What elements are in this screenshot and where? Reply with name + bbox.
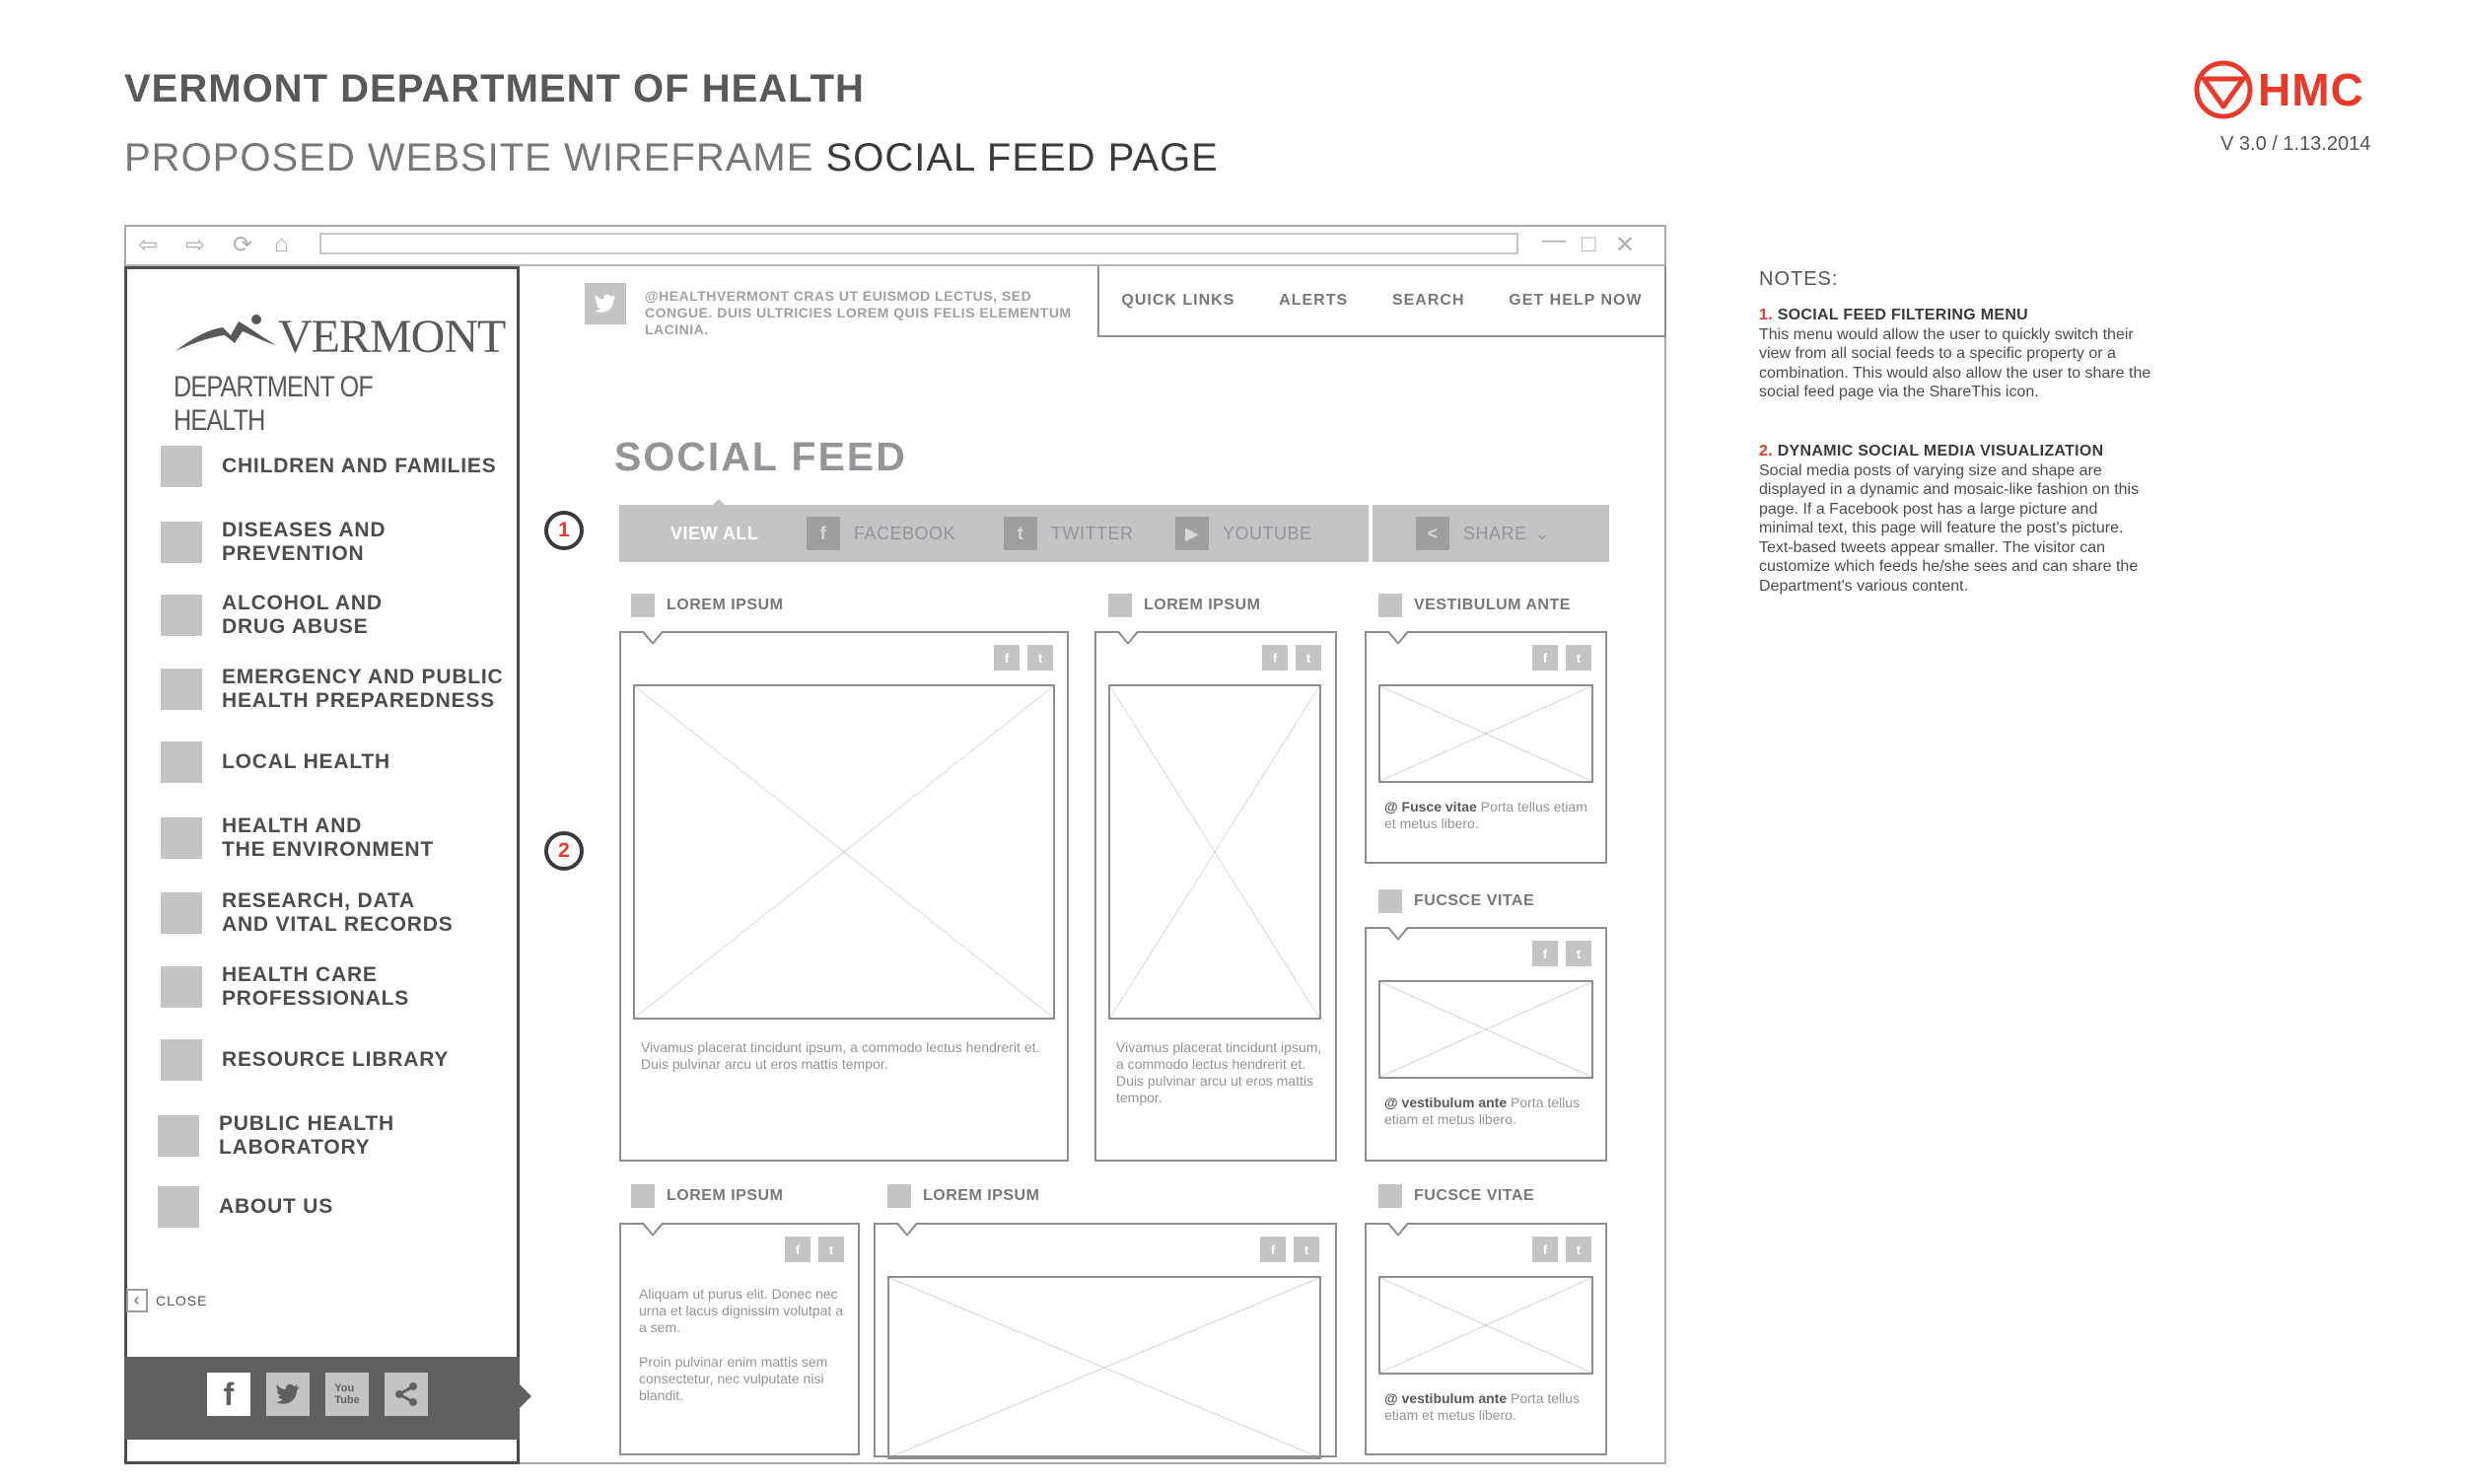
twitter-share-icon[interactable]: t: [818, 1237, 844, 1262]
card-notch: [895, 1223, 919, 1237]
note-1: [1759, 306, 2153, 402]
nav-square-icon: [161, 892, 202, 934]
twitter-share-icon[interactable]: t: [1566, 645, 1591, 671]
sidebar-item-children-and-families[interactable]: [161, 446, 497, 487]
nav-search[interactable]: SEARCH: [1391, 292, 1465, 309]
twitter-share-icon[interactable]: t: [1566, 1237, 1591, 1262]
card-text: Vivamus placerat tincidunt ipsum, a commodo lectus hendrerit et. Duis pulvinar arcu ut eros mattis tempor.: [1116, 1039, 1322, 1105]
card-label: [1108, 594, 1260, 617]
share-icon: <: [1416, 517, 1449, 550]
nav-square-icon: [161, 742, 202, 783]
card-text: [639, 1286, 850, 1404]
card-label-text: LOREM IPSUM: [667, 597, 784, 613]
mountain-icon: [174, 312, 284, 355]
card-label: [1378, 594, 1571, 617]
sidebar-social-bar: [124, 1357, 520, 1440]
note-body: This menu would allow the user to quickly switch their view from all social feeds to a specific property or a combination. This would also allow the user to share the social feed page via the ShareThis icon.: [1759, 325, 2151, 400]
image-placeholder: [887, 1276, 1321, 1459]
facebook-share-icon[interactable]: f: [785, 1237, 810, 1262]
facebook-share-icon[interactable]: f: [1532, 1237, 1558, 1262]
sidebar-item-label: DISEASES AND PREVENTION: [222, 519, 387, 565]
card-handle: @ Fusce vitae: [1384, 799, 1477, 814]
card-body: Porta tellus etiam et metus libero.: [1384, 1095, 1581, 1127]
twitter-share-icon[interactable]: t: [1294, 1237, 1319, 1262]
source-icon: [887, 1184, 911, 1208]
sidebar-item-resource-library[interactable]: [161, 1039, 449, 1081]
social-bar-pointer: [520, 1384, 531, 1408]
card-label-text: FUCSCE VITAE: [1414, 1187, 1535, 1204]
sidebar-item-label: HEALTH AND THE ENVIRONMENT: [222, 814, 435, 861]
card-body: Porta tellus etiam et metus libero.: [1384, 799, 1587, 831]
facebook-share-icon[interactable]: f: [1532, 645, 1558, 671]
source-icon: [1378, 1184, 1402, 1208]
source-icon: [1378, 594, 1402, 617]
note-number: 1.: [1759, 307, 1773, 323]
card-label: [631, 594, 783, 617]
nav-square-icon: [161, 595, 202, 636]
feed-card[interactable]: [1365, 1223, 1607, 1455]
maximize-icon[interactable]: □: [1582, 231, 1596, 257]
feed-card[interactable]: [619, 1223, 860, 1455]
facebook-icon: f: [807, 517, 840, 550]
card-label: [1378, 889, 1534, 913]
card-notch: [1386, 631, 1410, 645]
card-text: [1384, 1095, 1595, 1128]
logo-word: VERMONT: [278, 311, 506, 363]
card-text: Vivamus placerat tincidunt ipsum, a commodo lectus hendrerit et. Duis pulvinar arcu ut eros mattis tempor.: [641, 1039, 1040, 1072]
annotation-badge-2: 2: [544, 831, 584, 871]
card-label-text: LOREM IPSUM: [667, 1187, 784, 1204]
nav-square-icon: [161, 446, 202, 487]
feed-card[interactable]: [1365, 927, 1607, 1162]
image-placeholder: [1378, 684, 1593, 783]
facebook-share-icon[interactable]: f: [1262, 645, 1288, 671]
card-notch: [641, 1223, 665, 1237]
twitter-share-icon[interactable]: t: [1566, 941, 1591, 966]
sidebar-item-research-data[interactable]: [161, 889, 454, 937]
twitter-share-icon[interactable]: t: [1296, 645, 1321, 671]
card-notch: [1116, 631, 1140, 645]
filter-twitter[interactable]: [1004, 505, 1133, 562]
facebook-share-icon[interactable]: f: [1532, 941, 1558, 966]
twitter-icon[interactable]: [585, 283, 626, 324]
feed-card[interactable]: [1365, 631, 1607, 864]
sidebar-item-label: RESEARCH, DATA AND VITAL RECORDS: [222, 889, 454, 936]
sidebar-item-label: HEALTH CARE PROFESSIONALS: [222, 963, 410, 1010]
share-icon[interactable]: [385, 1373, 428, 1416]
close-window-icon[interactable]: ✕: [1615, 232, 1636, 258]
card-label-text: VESTIBULUM ANTE: [1414, 597, 1571, 613]
sidebar-item-emergency-preparedness[interactable]: [161, 666, 504, 713]
card-label: [631, 1184, 783, 1208]
sidebar-item-local-health[interactable]: [161, 742, 390, 783]
chevron-left-icon: ‹: [126, 1289, 148, 1312]
facebook-share-icon[interactable]: f: [1260, 1237, 1286, 1262]
filter-view-all[interactable]: VIEW ALL: [670, 523, 759, 543]
sidebar-item-health-and-environment[interactable]: [161, 814, 434, 862]
card-notch: [1386, 927, 1410, 941]
nav-square-icon: [161, 522, 202, 563]
twitter-icon: t: [1004, 517, 1037, 550]
card-text: [1384, 799, 1595, 832]
twitter-share-icon[interactable]: t: [1027, 645, 1053, 671]
sidebar-item-label: PUBLIC HEALTH LABORATORY: [219, 1112, 394, 1159]
filter-youtube-label: YOUTUBE: [1223, 523, 1312, 543]
image-placeholder: [633, 684, 1055, 1020]
youtube-icon: ▶: [1175, 517, 1209, 550]
nav-alerts[interactable]: ALERTS: [1279, 292, 1349, 309]
subtitle-dark: SOCIAL FEED PAGE: [825, 136, 1219, 179]
feed-card[interactable]: [1094, 631, 1337, 1162]
document-subtitle: [124, 136, 1219, 180]
notes-heading: NOTES:: [1759, 268, 1839, 290]
feed-card[interactable]: [874, 1223, 1337, 1457]
filter-facebook[interactable]: [807, 505, 955, 562]
nav-square-icon: [161, 817, 202, 859]
top-nav: [1097, 266, 1666, 337]
sidebar-item-diseases-and-prevention[interactable]: [161, 519, 528, 566]
filter-facebook-label: FACEBOOK: [854, 523, 956, 543]
version-label: V 3.0 / 1.13.2014: [2220, 133, 2371, 155]
card-label-text: LOREM IPSUM: [1144, 597, 1261, 613]
card-notch: [641, 631, 665, 645]
nav-square-icon: [161, 1039, 202, 1081]
source-icon: [1108, 594, 1132, 617]
card-paragraph-2: Proin pulvinar enim mattis sem consectetur, nec vulputate nisi blandit.: [639, 1354, 828, 1403]
sidebar-close-button[interactable]: [126, 1289, 207, 1312]
sidebar-item-label: ALCOHOL AND DRUG ABUSE: [222, 592, 383, 638]
card-body: Porta tellus etiam et metus libero.: [1384, 1390, 1581, 1423]
sidebar-item-health-care-professionals[interactable]: [161, 963, 409, 1011]
share-dropdown[interactable]: [1416, 505, 1550, 562]
reload-icon[interactable]: ⟳: [233, 232, 253, 258]
card-notch: [1386, 1223, 1410, 1237]
card-label: [887, 1184, 1039, 1208]
forward-icon[interactable]: ⇨: [185, 232, 206, 258]
logo-department: DEPARTMENT OF HEALTH: [174, 371, 373, 437]
home-icon[interactable]: ⌂: [274, 231, 289, 257]
sidebar-item-public-health-laboratory[interactable]: [158, 1112, 394, 1160]
card-label: [1378, 1184, 1534, 1208]
sidebar-item-alcohol-and-drug-abuse[interactable]: [161, 592, 383, 639]
image-placeholder: [1108, 684, 1321, 1020]
card-label-text: LOREM IPSUM: [923, 1187, 1040, 1204]
nav-square-icon: [158, 1115, 199, 1157]
filter-share[interactable]: [1373, 505, 1609, 562]
sidebar-item-label: EMERGENCY AND PUBLIC HEALTH PREPAREDNESS: [222, 666, 504, 712]
nav-square-icon: [158, 1186, 199, 1228]
feed-card[interactable]: [619, 631, 1069, 1162]
latest-tweet[interactable]: @HEALTHVERMONT CRAS UT EUISMOD LECTUS, SED CONGUE. DUIS ULTRICIES LOREM QUIS FELIS ELEMENTUM LACINIA.: [645, 288, 1072, 337]
card-text: [1384, 1390, 1595, 1424]
annotation-badge-1: 1: [544, 511, 584, 550]
hmc-logo-text: HMC: [2258, 64, 2364, 115]
sidebar-item-label: CHILDREN AND FAMILIES: [222, 455, 497, 477]
social-filter-menu: [619, 505, 1369, 562]
card-handle: @ vestibulum ante: [1384, 1390, 1508, 1406]
source-icon: [631, 1184, 655, 1208]
back-icon[interactable]: ⇦: [138, 232, 159, 258]
page-title: SOCIAL FEED: [614, 434, 907, 479]
note-2: [1759, 442, 2153, 596]
image-placeholder: [1378, 980, 1593, 1079]
facebook-icon[interactable]: f: [207, 1373, 250, 1416]
note-body: Social media posts of varying size and shape are displayed in a dynamic and mosaic-like fashion on this page. If a Facebook post has a large picture and minimal text, this page will feature the post's picture. Text-based tweets appear smaller. The visitor can customize which feeds he/she sees and can share the Department's various content.: [1759, 461, 2140, 595]
image-placeholder: [1378, 1276, 1593, 1375]
filter-share-label: SHARE: [1463, 523, 1527, 543]
sidebar-item-label: LOCAL HEALTH: [222, 750, 390, 773]
minimize-icon[interactable]: —: [1542, 227, 1566, 253]
filter-youtube[interactable]: [1175, 505, 1312, 562]
sidebar-item-label: ABOUT US: [219, 1195, 334, 1218]
browser-toolbar: [126, 227, 1664, 266]
nav-square-icon: [161, 966, 202, 1008]
note-number: 2.: [1759, 443, 1773, 459]
sidebar-item-about-us[interactable]: [158, 1186, 333, 1228]
sidebar-item-label: RESOURCE LIBRARY: [222, 1048, 450, 1071]
youtube-icon[interactable]: You Tube: [325, 1373, 369, 1416]
vermont-logo[interactable]: [170, 302, 506, 437]
address-bar[interactable]: [319, 233, 1518, 254]
twitter-icon[interactable]: [266, 1373, 310, 1416]
filter-twitter-label: TWITTER: [1051, 523, 1134, 543]
facebook-share-icon[interactable]: f: [994, 645, 1020, 671]
nav-square-icon: [161, 669, 202, 710]
subtitle-light: PROPOSED WEBSITE WIREFRAME: [124, 136, 814, 179]
nav-quick-links[interactable]: QUICK LINKS: [1121, 292, 1235, 309]
source-icon: [1378, 889, 1402, 913]
note-title: DYNAMIC SOCIAL MEDIA VISUALIZATION: [1777, 443, 2104, 459]
chevron-down-icon: ⌄: [1534, 523, 1551, 543]
card-label-text: FUCSCE VITAE: [1414, 892, 1535, 909]
close-label: CLOSE: [156, 1293, 208, 1308]
card-handle: @ vestibulum ante: [1384, 1095, 1508, 1110]
nav-get-help-now[interactable]: GET HELP NOW: [1509, 292, 1643, 309]
note-title: SOCIAL FEED FILTERING MENU: [1777, 307, 2029, 323]
document-title: VERMONT DEPARTMENT OF HEALTH: [124, 67, 865, 110]
hmc-logo-icon: [2193, 59, 2254, 120]
source-icon: [631, 594, 655, 617]
card-paragraph-1: Aliquam ut purus elit. Donec nec urna et lacus dignissim volutpat a a sem.: [639, 1286, 843, 1335]
